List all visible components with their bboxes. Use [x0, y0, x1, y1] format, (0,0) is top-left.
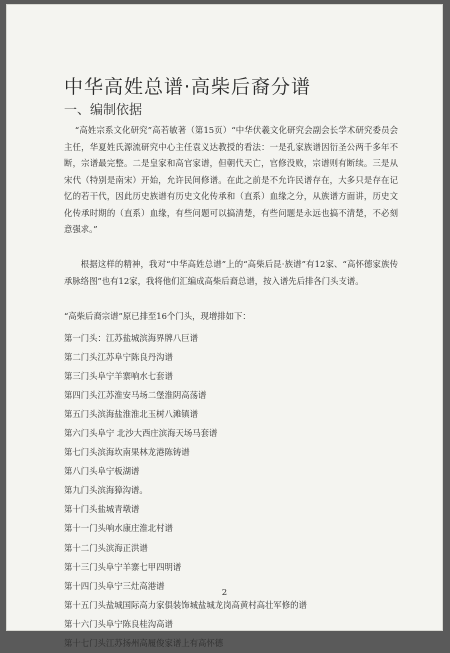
paragraph-2: 根据这样的精神，我对“中华高姓总谱”上的“高柴后昆·族谱”有12家、“高怀德家族传承脉络图”也有12家，我将他们汇编成高柴后裔总谱，按入谱先后排各门头支谱。	[64, 259, 398, 286]
list-item: 第七门头滨海坎南果林龙港陈铸谱	[64, 447, 190, 458]
list-item: 第十三门头阜宁羊寨七甲四明谱	[64, 561, 182, 572]
list-item: 第八门头阜宁板湖谱	[64, 466, 140, 477]
list-item: 第十四门头阜宁三灶高港谱	[64, 580, 165, 591]
document-page	[6, 4, 443, 648]
list-item: 第二门头江苏阜宁陈良丹沟谱	[64, 352, 173, 363]
list-item: 第五门头滨海盐淮淮北玉树八滩镇谱	[64, 409, 198, 420]
list-item: 第六门头阜宁 北沙大西庄滨海天场马套谱	[64, 428, 218, 439]
list-item: 第十二门头滨海正洪谱	[64, 542, 148, 553]
list-item: 第十七门头江苏扬州高履俊家谱上有高怀德	[64, 637, 224, 648]
page-title: 中华高姓总谱·高柴后裔分谱	[64, 76, 312, 98]
list-item: 第三门头阜宁羊寨响水七套谱	[64, 371, 173, 382]
list-intro: “高柴后裔宗谱”原已排至16个门头，现增排如下：	[64, 311, 251, 321]
page-number: 2	[221, 588, 228, 598]
list-item: 第四门头江苏淮安马场二堡淮阴高荡谱	[64, 390, 207, 401]
list-item: 第一门头：江苏盐城滨海界牌八巨谱	[64, 333, 198, 343]
paragraph-1: “高姓宗系文化研究”高若敏著（第15页）“中华伏羲文化研究会副会长学术研究委员会主任，华夏姓氏源流研究中心主任袁义达教授的看法：一是孔家族谱因衍圣公两千多年不断，宗谱最完整。二是皇家和高官家谱，但朝代天亡，官修没败，宗谱则有断续。三是从宋代（特别是南宋）开始，允许民间修谱。在此之前是不允许民谱存在，大多只是存在记忆的若干代，因此历史族谱有历史文化传承和（直系）血缘之分，从族谱方面讲，历史文化传承时期的（直系）血缘，有些问题可以搞清楚，有些问题是永远也搞不清楚，不必刻意强求。”	[64, 125, 398, 234]
list-item: 第十门头盐城青墩谱	[64, 504, 140, 515]
list-item: 第十六门头阜宁陈良桂沟高谱	[64, 618, 173, 629]
list-item: 第十五门头盐城国际高力家俱装饰城盐城龙岗高黄村高壮军修的谱	[64, 599, 307, 610]
list-item: 第九门头滨海獐沟谱。	[64, 485, 148, 496]
lineage-list	[64, 329, 307, 653]
section-heading: 一、编制依据	[64, 103, 143, 118]
list-item: 第十一门头响水康庄淮北村谱	[64, 523, 173, 534]
